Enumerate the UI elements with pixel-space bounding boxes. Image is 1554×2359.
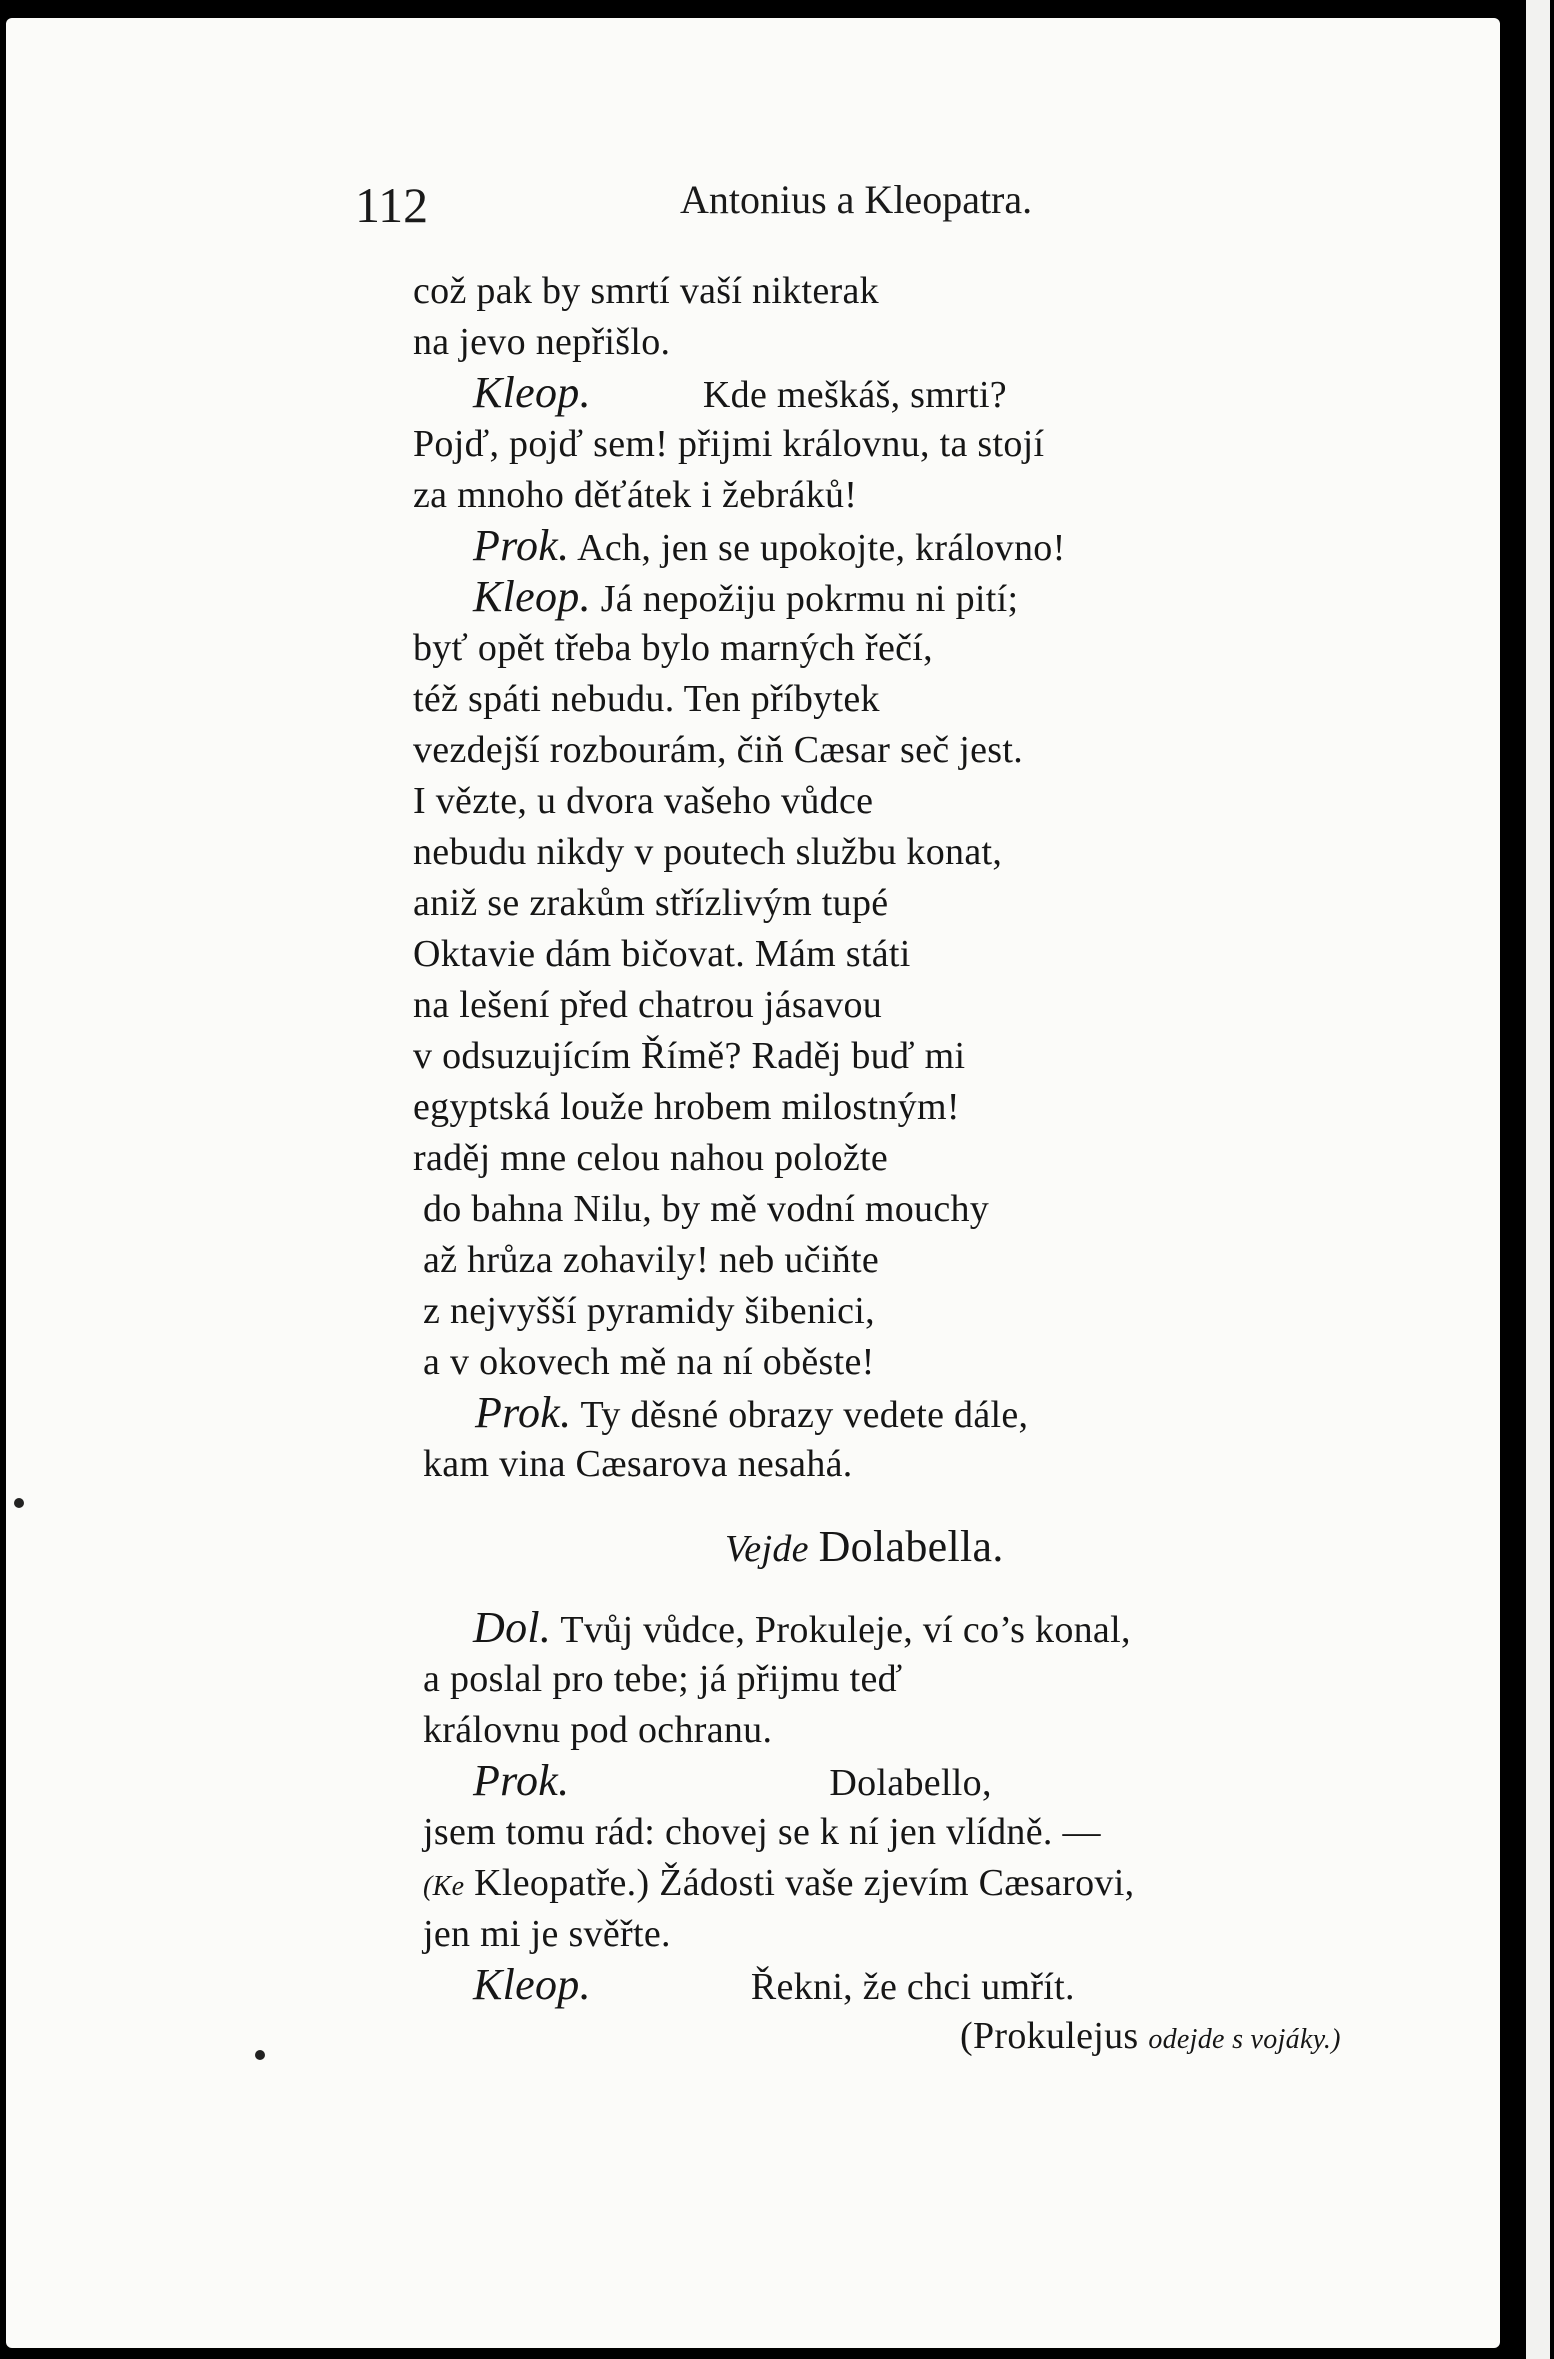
exit-stage-direction: (Prokulejus odejde s vojáky.) <box>960 2015 1341 2057</box>
speaker-name: Kleop. <box>473 572 591 621</box>
speaker-name: Prok. <box>473 1756 570 1805</box>
verse-line: Oktavie dám bičovat. Mám státi <box>413 933 911 975</box>
verse-line: vezdejší rozbourám, čiň Cæsar seč jest. <box>413 729 1024 771</box>
verse-line: jen mi je svěřte. <box>423 1913 671 1955</box>
verse-line: a poslal pro tebe; já přijmu teď <box>423 1658 903 1700</box>
speaker-name: Dol. <box>473 1603 552 1652</box>
next-page-edge <box>1526 0 1550 2359</box>
verse-line: z nejvyšší pyramidy šibenici, <box>423 1290 875 1332</box>
verse-line: Kleop. Já nepožiju pokrmu ni pití; <box>473 572 1019 621</box>
speaker-name: Prok. <box>475 1388 572 1437</box>
verse-line: v odsuzujícím Římě? Raděj buď mi <box>413 1035 966 1077</box>
verse-line: na jevo nepřišlo. <box>413 321 671 363</box>
page-edge-shadow <box>1510 0 1524 2359</box>
verse-line: aniž se zrakům střízlivým tupé <box>413 882 889 924</box>
verse-line: Prok. Ty děsné obrazy vedete dále, <box>475 1388 1029 1437</box>
verse-line: za mnoho děťátek i žebráků! <box>413 474 858 516</box>
verse-line: též spáti nebudu. Ten příbytek <box>413 678 880 720</box>
verse-line: jsem tomu rád: chovej se k ní jen vlídně. — <box>423 1811 1101 1853</box>
verse-line: Pojď, pojď sem! přijmi královnu, ta stojí <box>413 423 1045 465</box>
verse-line: Dol. Tvůj vůdce, Prokuleje, ví co’s konal, <box>473 1603 1131 1652</box>
verse-line: na lešení před chatrou jásavou <box>413 984 883 1026</box>
speaker-name: Prok. <box>473 521 570 570</box>
verse-line: kam vina Cæsarova nesahá. <box>423 1443 853 1485</box>
stage-direction: (Ke <box>423 1871 465 1902</box>
verse-line: což pak by smrtí vaší nikterak <box>413 270 879 312</box>
verse-line: (Ke Kleopatře.) Žádosti vaše zjevím Cæsarovi, <box>423 1862 1135 1904</box>
stage-direction: Vejde Dolabella. <box>725 1522 1004 1571</box>
page-number: 112 <box>355 177 429 233</box>
verse-line: I vězte, u dvora vašeho vůdce <box>413 780 874 822</box>
verse-line: egyptská louže hrobem milostným! <box>413 1086 960 1128</box>
verse-line: Kleop. Řekni, že chci umřít. <box>473 1960 1075 2009</box>
verse-line: do bahna Nilu, by mě vodní mouchy <box>423 1188 990 1230</box>
speaker-name: Kleop. <box>473 368 591 417</box>
running-title: Antonius a Kleopatra. <box>680 177 1033 222</box>
verse-line: Prok. Ach, jen se upokojte, královno! <box>473 521 1066 570</box>
verse-line: až hrůza zohavily! neb učiňte <box>423 1239 880 1281</box>
verse-line: Prok. Dolabello, <box>473 1756 992 1805</box>
verse-line: byť opět třeba bylo marných řečí, <box>413 627 933 669</box>
verse-line: a v okovech mě na ní oběste! <box>423 1341 875 1383</box>
page-header <box>0 166 1554 236</box>
speaker-name: Kleop. <box>473 1960 591 2009</box>
verse-line: nebudu nikdy v poutech službu konat, <box>413 831 1003 873</box>
ink-speck <box>255 2050 265 2060</box>
verse-line: královnu pod ochranu. <box>423 1709 773 1751</box>
verse-line: raděj mne celou nahou položte <box>413 1137 889 1179</box>
verse-line: Kleop. Kde meškáš, smrti? <box>473 368 1007 417</box>
ink-speck <box>14 1498 24 1508</box>
